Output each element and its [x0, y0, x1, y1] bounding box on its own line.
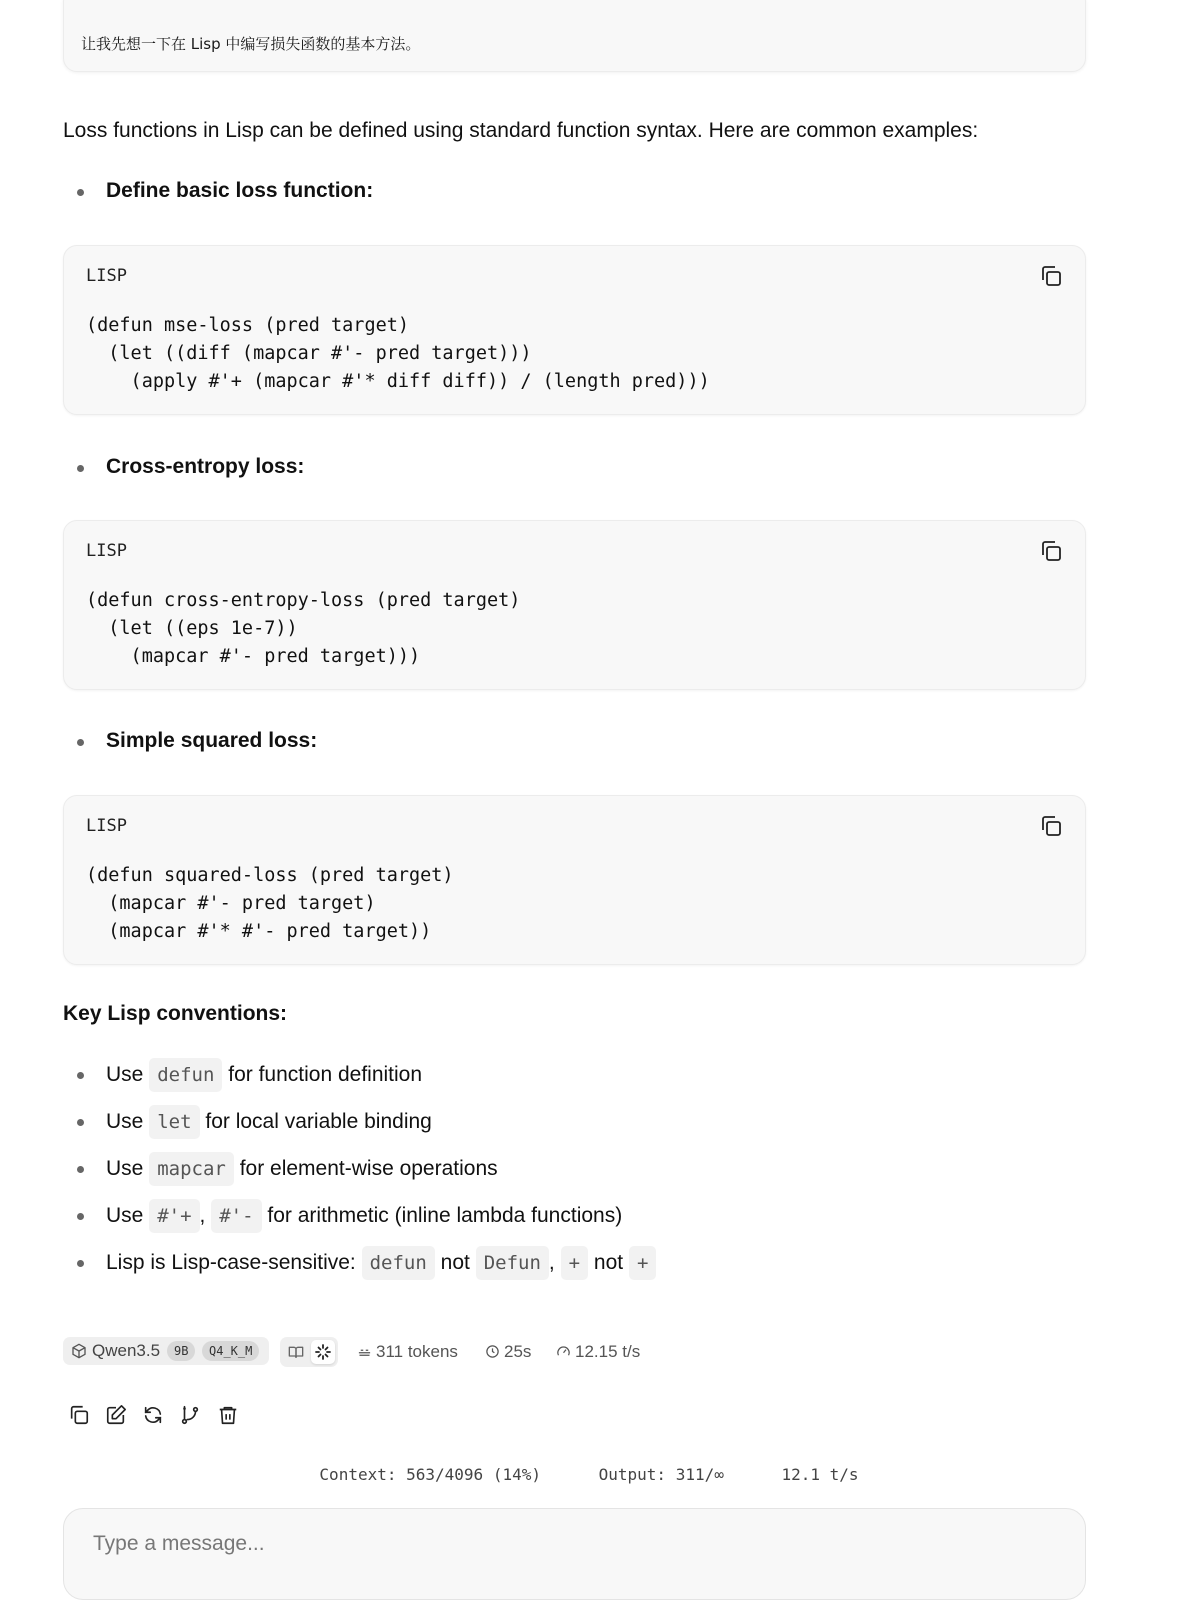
inline-code: + — [629, 1246, 656, 1280]
copy-icon[interactable] — [68, 1404, 90, 1426]
bullet-dot — [77, 465, 84, 472]
code-block — [63, 520, 1086, 690]
code-block — [63, 795, 1086, 965]
model-size-badge: 9B — [167, 1341, 195, 1361]
cube-icon — [71, 1343, 87, 1364]
inline-code: + — [561, 1246, 588, 1280]
code-language-label: LISP — [86, 816, 127, 836]
sparkle-icon[interactable] — [311, 1340, 335, 1364]
code-content: (defun cross-entropy-loss (pred target) (let ((eps 1e-7)) (mapcar #'- pred target))) — [86, 590, 521, 667]
intro-text: Loss functions in Lisp can be defined using standard function syntax. Here are common examples: — [63, 119, 979, 142]
output-usage: Output: 311/∞ — [598, 1465, 724, 1484]
code-content: (defun mse-loss (pred target) (let ((diff (mapcar #'- pred target))) (apply #'+ (mapcar #'* diff diff)) / (length pred))) — [86, 315, 710, 392]
message-input[interactable] — [91, 1529, 995, 1559]
regenerate-icon[interactable] — [142, 1404, 164, 1426]
quant-badge: Q4_K_M — [202, 1341, 259, 1361]
bullet-dot — [77, 1260, 84, 1267]
model-pill[interactable] — [63, 1337, 269, 1365]
message-composer — [63, 1508, 1086, 1600]
copy-code-icon[interactable] — [1039, 539, 1063, 563]
inline-code: let — [149, 1105, 199, 1139]
conventions-heading: Key Lisp conventions: — [63, 1002, 288, 1025]
context-usage: Context: 563/4096 (14%) — [319, 1465, 541, 1484]
bullet-dot — [77, 189, 84, 196]
copy-code-icon[interactable] — [1039, 814, 1063, 838]
code-content: (defun squared-loss (pred target) (mapcar #'- pred target) (mapcar #'* #'- pred target)) — [86, 865, 454, 942]
inline-code: mapcar — [149, 1152, 234, 1186]
inline-code: defun — [149, 1058, 222, 1092]
edit-icon[interactable] — [105, 1404, 127, 1426]
generation-speed: 12.15 t/s — [556, 1342, 640, 1362]
model-name: Qwen3.5 — [92, 1341, 161, 1360]
speed-readout: 12.1 t/s — [781, 1465, 859, 1484]
bullet-dot — [77, 1119, 84, 1126]
token-count: 311 tokens — [357, 1342, 458, 1362]
code-block — [63, 245, 1086, 415]
bullet-dot — [77, 1072, 84, 1079]
bullet-dot — [77, 1166, 84, 1173]
book-icon[interactable] — [288, 1344, 304, 1365]
trash-icon[interactable] — [217, 1404, 239, 1426]
status-bar — [0, 1465, 1178, 1484]
branch-icon[interactable] — [179, 1404, 201, 1426]
inline-code: Defun — [476, 1246, 549, 1280]
copy-code-icon[interactable] — [1039, 264, 1063, 288]
inline-code: #'- — [211, 1199, 261, 1233]
bullet-dot — [77, 1213, 84, 1220]
thinking-block[interactable] — [63, 0, 1086, 72]
code-language-label: LISP — [86, 266, 127, 286]
bullet-dot — [77, 739, 84, 746]
inline-code: #'+ — [149, 1199, 199, 1233]
mode-toggle — [280, 1337, 338, 1367]
thinking-text: 让我先想一下在 Lisp 中编写损失函数的基本方法。 — [81, 35, 421, 53]
inline-code: defun — [362, 1246, 435, 1280]
code-language-label: LISP — [86, 541, 127, 561]
generation-time: 25s — [485, 1342, 531, 1362]
